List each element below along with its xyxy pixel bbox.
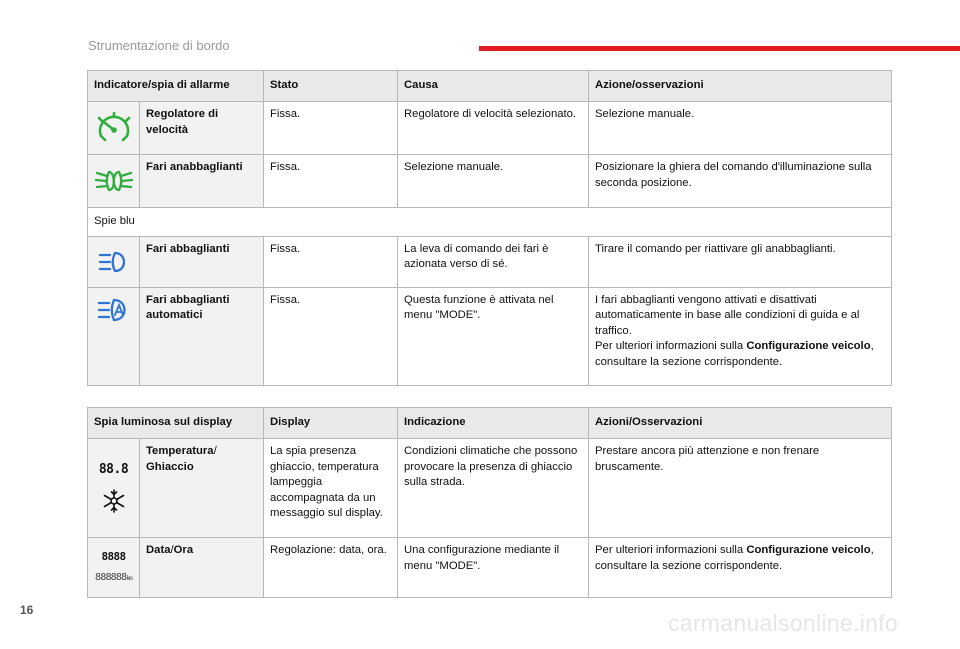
cell-indicazione: Una configurazione mediante il menu "MODE". [398,538,589,598]
table-header-row [88,408,892,439]
table-row [88,439,892,538]
odometer-unit: km [126,574,132,582]
section-label: Spie blu [88,208,892,237]
header-accent-bar [479,46,960,51]
snowflake-icon [101,488,127,514]
name-separator: / [213,445,217,457]
column-header: Stato [264,71,398,102]
row-name [140,538,264,598]
cell-azioni [589,538,892,598]
azione-text: Per ulteriori informazioni sulla [595,340,747,352]
cell-stato: Fissa. [264,287,398,385]
column-header: Indicazione [398,408,589,439]
table-row [88,538,892,598]
dipped-beam-icon [88,155,140,208]
auto-main-beam-icon [88,287,140,385]
cross-reference: Configurazione veicolo [746,340,871,352]
table-row [88,287,892,385]
name-part: Temperatura [146,445,214,457]
column-header: Indicatore/spia di allarme [88,71,264,102]
column-header: Azione/osservazioni [589,71,892,102]
cross-reference: Configurazione veicolo [746,544,871,556]
name-separator: / [170,544,174,556]
cell-azione: Tirare il comando per riattivare gli anabbaglianti. [589,236,892,287]
temperature-ice-icon [88,439,140,538]
date-time-icon [88,538,140,598]
name-part: Ora [173,544,194,556]
cruise-control-icon [88,102,140,155]
cell-causa: Questa funzione è attivata nel menu "MODE". [398,287,589,385]
name-part: Data [146,544,171,556]
cell-azione: Posizionare la ghiera del comando d'illuminazione sulla seconda posizione. [589,155,892,208]
cell-causa: Selezione manuale. [398,155,589,208]
table-row [88,236,892,287]
row-name: Fari anabbaglianti [140,155,264,208]
column-header: Azioni/Osservazioni [589,408,892,439]
clock-digits: 8888 [101,550,126,563]
cell-indicazione: Condizioni climatiche che possono provocare la presenza di ghiaccio sulla strada. [398,439,589,538]
cell-causa: Regolatore di velocità selezionato. [398,102,589,155]
footer-watermark: carmanualsonline.info [667,610,898,636]
table-header-row [88,71,892,102]
column-header: Spia luminosa sul display [88,408,264,439]
column-header: Causa [398,71,589,102]
row-name [140,439,264,538]
azione-text: I fari abbaglianti vengono attivati e disattivati automaticamente in base alle condizioni di guida e al traffico. [595,293,860,337]
cell-stato: Fissa. [264,236,398,287]
cell-azione: Selezione manuale. [589,102,892,155]
odometer-value: 888888 [95,571,127,583]
section-row [88,208,892,237]
cell-display: Regolazione: data, ora. [264,538,398,598]
cell-display: La spia presenza ghiaccio, temperatura lampeggia accompagnata da un messaggio sul display. [264,439,398,538]
azioni-text: , consultare la sezione corrispondente. [595,544,874,572]
odometer-digits [88,570,139,587]
column-header: Display [264,408,398,439]
cell-causa: La leva di comando dei fari è azionata verso di sé. [398,236,589,287]
cell-stato: Fissa. [264,102,398,155]
name-part: Ghiaccio [146,460,194,473]
row-name: Fari abbaglianti [140,236,264,287]
cell-azione [589,287,892,385]
azioni-text: Per ulteriori informazioni sulla [595,544,747,556]
row-name: Regolatore di velocità [140,102,264,155]
cell-azioni: Prestare ancora più attenzione e non frenare bruscamente. [589,439,892,538]
header-title: Strumentazione di bordo [88,38,230,53]
table-row [88,102,892,155]
table-row [88,155,892,208]
cell-stato: Fissa. [264,155,398,208]
page-number: 16 [20,603,34,617]
azione-text: , consultare la sezione corrispondente. [595,340,874,368]
temperature-digits: 88.8 [98,462,129,478]
warning-lights-table [87,70,892,386]
row-name: Fari abbaglianti automatici [140,287,264,385]
display-lights-table [87,407,892,598]
main-beam-icon [88,236,140,287]
